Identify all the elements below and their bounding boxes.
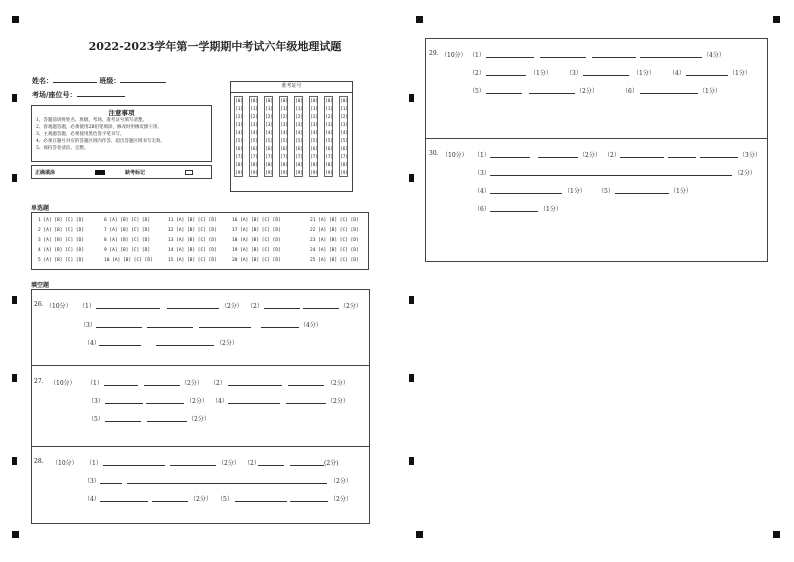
notice-line: 3、主观题答题，必须使用黑色签字笔书写。	[36, 132, 125, 137]
part-label: （4）	[669, 70, 685, 77]
answer-blank[interactable]	[668, 150, 696, 158]
mcq-question-bubbles[interactable]: 3 [A] [B] [C] [D]	[38, 238, 85, 243]
part-label: （1）	[86, 460, 102, 467]
exam-id-bubble[interactable]: [0]	[340, 99, 349, 104]
answer-blank[interactable]	[105, 396, 143, 404]
mcq-question-bubbles[interactable]: 23 [A] [B] [C] [D]	[310, 238, 359, 243]
corner-mark	[416, 531, 423, 538]
exam-id-bubble[interactable]: [1]	[235, 107, 244, 112]
score-label: （1分）	[564, 188, 586, 195]
q30-points: （10分）	[442, 152, 468, 159]
answer-blank[interactable]	[167, 301, 219, 309]
exam-id-bubble[interactable]: [6]	[280, 147, 289, 152]
exam-id-bubble[interactable]: [7]	[340, 155, 349, 160]
exam-id-bubble[interactable]: [2]	[310, 115, 319, 120]
timing-mark	[409, 296, 414, 304]
answer-blank[interactable]	[261, 320, 299, 328]
exam-id-bubble[interactable]: [2]	[265, 115, 274, 120]
score-label: （2分）	[340, 303, 362, 310]
answer-blank[interactable]	[105, 414, 141, 422]
answer-blank[interactable]	[96, 320, 142, 328]
part-label: （3）	[88, 398, 104, 405]
exam-id-bubble[interactable]: [8]	[280, 163, 289, 168]
exam-id-bubble[interactable]: [2]	[250, 115, 259, 120]
exam-id-bubble[interactable]: [0]	[235, 99, 244, 104]
mcq-question-bubbles[interactable]: 4 [A] [B] [C] [D]	[38, 248, 85, 253]
part-label: （1）	[79, 303, 95, 310]
exam-id-bubble[interactable]: [0]	[265, 99, 274, 104]
answer-blank[interactable]	[490, 186, 562, 194]
score-label: （3分）	[739, 152, 761, 159]
exam-id-box	[230, 81, 353, 192]
answer-blank[interactable]	[235, 494, 287, 502]
exam-id-bubble[interactable]: [4]	[280, 131, 289, 136]
exam-id-bubble[interactable]: [6]	[340, 147, 349, 152]
exam-id-bubble[interactable]: [9]	[280, 171, 289, 176]
exam-id-bubble[interactable]: [6]	[235, 147, 244, 152]
exam-id-bubble[interactable]: [9]	[250, 171, 259, 176]
exam-id-bubble[interactable]: [7]	[310, 155, 319, 160]
exam-id-bubble[interactable]: [3]	[310, 123, 319, 128]
answer-blank[interactable]	[640, 86, 698, 94]
part-label: （2）	[604, 152, 620, 159]
mcq-question-bubbles[interactable]: 22 [A] [B] [C] [D]	[310, 228, 359, 233]
answer-blank[interactable]	[103, 458, 165, 466]
answer-blank[interactable]	[490, 204, 538, 212]
mcq-question-bubbles[interactable]: 15 [A] [B] [C] [D]	[168, 258, 217, 263]
score-label: （2分）	[734, 170, 756, 177]
exam-id-digit-column	[309, 96, 318, 177]
part-label: （5）	[88, 416, 104, 423]
part-label: （5）	[469, 88, 485, 95]
score-label: （2分）	[186, 398, 208, 405]
timing-mark	[409, 174, 414, 182]
score-label: （1分）	[670, 188, 692, 195]
score-label: （2分）	[218, 460, 240, 467]
exam-id-bubble[interactable]: [8]	[340, 163, 349, 168]
mcq-question-bubbles[interactable]: 25 [A] [B] [C] [D]	[310, 258, 359, 263]
score-label: （2分）	[327, 380, 349, 387]
answer-blank[interactable]	[156, 338, 214, 346]
answer-blank[interactable]	[147, 320, 193, 328]
mcq-question-bubbles[interactable]: 20 [A] [B] [C] [D]	[232, 258, 281, 263]
answer-blank[interactable]	[540, 50, 586, 58]
exam-id-bubble[interactable]: [2]	[280, 115, 289, 120]
mcq-question-bubbles[interactable]: 12 [A] [B] [C] [D]	[168, 228, 217, 233]
score-label: （1分）	[530, 70, 552, 77]
answer-blank[interactable]	[146, 396, 184, 404]
mcq-question-bubbles[interactable]: 8 [A] [B] [C] [D]	[104, 238, 151, 243]
q28-number: 28.	[34, 458, 44, 465]
score-label: （1分）	[540, 206, 562, 213]
exam-id-bubble[interactable]: [5]	[265, 139, 274, 144]
score-label: （2分）	[576, 88, 598, 95]
answer-blank[interactable]	[170, 458, 216, 466]
mcq-question-bubbles[interactable]: 10 [A] [B] [C] [D]	[104, 258, 153, 263]
mcq-question-bubbles[interactable]: 5 [A] [B] [C] [D]	[38, 258, 85, 263]
corner-mark	[12, 531, 19, 538]
answer-blank[interactable]	[264, 301, 300, 309]
answer-blank[interactable]	[290, 458, 324, 466]
notice-heading: 注意事项	[108, 109, 135, 117]
name-label: 姓名：	[32, 76, 53, 85]
answer-blank[interactable]	[640, 50, 702, 58]
exam-id-bubble[interactable]: [2]	[325, 115, 334, 120]
timing-mark	[12, 457, 17, 465]
exam-id-bubble[interactable]: [8]	[295, 163, 304, 168]
notice-box	[31, 105, 212, 162]
score-label: （2分）	[327, 398, 349, 405]
score-label: （2分）	[216, 340, 238, 347]
answer-blank[interactable]	[100, 494, 148, 502]
mcq-question-bubbles[interactable]: 19 [A] [B] [C] [D]	[232, 248, 281, 253]
fill-legend-box	[31, 165, 212, 179]
q29-number: 29.	[429, 50, 439, 57]
part-label: （2）	[469, 70, 485, 77]
answer-blank[interactable]	[228, 378, 282, 386]
exam-id-bubble[interactable]: [6]	[265, 147, 274, 152]
answer-blank[interactable]	[286, 396, 326, 404]
answer-blank[interactable]	[686, 68, 728, 76]
part-label: （3）	[566, 70, 582, 77]
corner-mark	[773, 16, 780, 23]
mcq-question-bubbles[interactable]: 11 [A] [B] [C] [D]	[168, 218, 217, 223]
exam-id-bubble[interactable]: [0]	[295, 99, 304, 104]
name-field[interactable]	[32, 74, 166, 86]
answer-blank[interactable]	[147, 414, 187, 422]
corner-mark	[773, 531, 780, 538]
part-label: （3）	[80, 322, 96, 329]
score-label: （1分）	[729, 70, 751, 77]
part-label: （1）	[474, 152, 490, 159]
exam-id-bubble[interactable]: [7]	[235, 155, 244, 160]
mcq-question-bubbles[interactable]: 24 [A] [B] [C] [D]	[310, 248, 359, 253]
part-label: （4）	[474, 188, 490, 195]
exam-id-bubble[interactable]: [1]	[340, 107, 349, 112]
exam-id-bubble[interactable]: [9]	[295, 171, 304, 176]
exam-id-bubble[interactable]: [1]	[265, 107, 274, 112]
correct-fill-sample	[95, 170, 105, 175]
exam-id-bubble[interactable]: [8]	[235, 163, 244, 168]
exam-id-bubble[interactable]: [5]	[235, 139, 244, 144]
mcq-question-bubbles[interactable]: 21 [A] [B] [C] [D]	[310, 218, 359, 223]
score-label: （2分）	[330, 478, 352, 485]
exam-id-bubble[interactable]: [1]	[295, 107, 304, 112]
exam-id-digit-column	[324, 96, 333, 177]
score-label: （2分）	[190, 496, 212, 503]
mcq-question-bubbles[interactable]: 13 [A] [B] [C] [D]	[168, 238, 217, 243]
timing-mark	[409, 457, 414, 465]
exam-id-bubble[interactable]: [2]	[295, 115, 304, 120]
mcq-question-bubbles[interactable]: 9 [A] [B] [C] [D]	[104, 248, 151, 253]
answer-blank[interactable]	[620, 150, 664, 158]
answer-blank[interactable]	[258, 458, 284, 466]
exam-id-bubble[interactable]: [2]	[340, 115, 349, 120]
exam-id-bubble[interactable]: [1]	[310, 107, 319, 112]
q26-number: 26.	[34, 301, 44, 308]
answer-blank[interactable]	[583, 68, 629, 76]
exam-id-bubble[interactable]: [7]	[295, 155, 304, 160]
answer-blank[interactable]	[303, 301, 339, 309]
notice-line: 2、客观题答题，必须使用2B铅笔填涂，修改时用橡皮擦干净。	[36, 125, 163, 130]
exam-id-label: 准考证号	[281, 83, 302, 89]
exam-id-bubble[interactable]: [8]	[250, 163, 259, 168]
answer-blank[interactable]	[144, 378, 180, 386]
answer-blank[interactable]	[486, 68, 526, 76]
missing-mark-checkbox[interactable]	[185, 170, 193, 175]
exam-id-bubble[interactable]: [2]	[235, 115, 244, 120]
exam-id-bubble[interactable]: [8]	[265, 163, 274, 168]
mcq-section-label: 单选题	[31, 205, 50, 212]
answer-blank[interactable]	[486, 86, 522, 94]
exam-id-digit-column	[294, 96, 303, 177]
answer-blank[interactable]	[592, 50, 636, 58]
q29-points: （10分）	[441, 52, 467, 59]
part-label: （3）	[474, 170, 490, 177]
timing-mark	[409, 94, 414, 102]
missing-mark-label: 缺考标记	[125, 170, 146, 176]
exam-id-digit-column	[339, 96, 348, 177]
exam-id-bubble[interactable]: [8]	[310, 163, 319, 168]
q27-points: （10分）	[50, 380, 76, 387]
fill-answer-box-right	[425, 38, 768, 262]
answer-blank[interactable]	[529, 86, 575, 94]
answer-blank[interactable]	[96, 301, 160, 309]
answer-blank[interactable]	[538, 150, 578, 158]
exam-id-bubble[interactable]: [4]	[250, 131, 259, 136]
exam-id-bubble[interactable]: [0]	[280, 99, 289, 104]
answer-blank[interactable]	[100, 476, 122, 484]
score-label: （4分）	[703, 52, 725, 59]
answer-blank[interactable]	[127, 476, 327, 484]
mcq-question-bubbles[interactable]: 18 [A] [B] [C] [D]	[232, 238, 281, 243]
exam-id-bubble[interactable]: [6]	[295, 147, 304, 152]
part-label: （4）	[84, 496, 100, 503]
part-label: （1）	[469, 52, 485, 59]
timing-mark	[12, 174, 17, 182]
exam-id-bubble[interactable]: [0]	[250, 99, 259, 104]
exam-id-bubble[interactable]: [6]	[250, 147, 259, 152]
corner-mark	[416, 16, 423, 23]
exam-id-bubble[interactable]: [1]	[280, 107, 289, 112]
exam-id-bubble[interactable]: [4]	[235, 131, 244, 136]
answer-blank[interactable]	[615, 186, 669, 194]
exam-id-bubble[interactable]: [9]	[235, 171, 244, 176]
exam-id-bubble[interactable]: [5]	[310, 139, 319, 144]
part-label: （6）	[474, 206, 490, 213]
fill-section-label: 填空题	[31, 282, 50, 289]
exam-id-digit-column	[264, 96, 273, 177]
answer-blank[interactable]	[490, 168, 732, 176]
q27-number: 27.	[34, 378, 44, 385]
exam-id-bubble[interactable]: [4]	[295, 131, 304, 136]
exam-id-bubble[interactable]: [7]	[280, 155, 289, 160]
exam-id-bubble[interactable]: [5]	[295, 139, 304, 144]
exam-id-digit-column	[234, 96, 243, 177]
answer-blank[interactable]	[290, 494, 328, 502]
exam-id-bubble[interactable]: [4]	[310, 131, 319, 136]
mcq-question-bubbles[interactable]: 7 [A] [B] [C] [D]	[104, 228, 151, 233]
exam-id-bubble[interactable]: [9]	[340, 171, 349, 176]
exam-id-bubble[interactable]: [3]	[340, 123, 349, 128]
answer-blank[interactable]	[288, 378, 324, 386]
mcq-question-bubbles[interactable]: 17 [A] [B] [C] [D]	[232, 228, 281, 233]
timing-mark	[12, 296, 17, 304]
part-label: （6）	[622, 88, 638, 95]
score-label: （2分）	[579, 152, 601, 159]
exam-id-bubble[interactable]: [3]	[235, 123, 244, 128]
class-label: 班级：	[99, 76, 121, 85]
part-label: （5）	[217, 496, 233, 503]
notice-line: 4、必须在题号对应的答题区域内作答，超出答题区域书写无效。	[36, 139, 165, 144]
exam-id-bubble[interactable]: [7]	[250, 155, 259, 160]
answer-blank[interactable]	[486, 50, 534, 58]
part-label: （4）	[212, 398, 228, 405]
exam-id-bubble[interactable]: [5]	[250, 139, 259, 144]
timing-mark	[12, 374, 17, 382]
score-label: (2分)	[324, 460, 339, 467]
exam-id-bubble[interactable]: [3]	[250, 123, 259, 128]
answer-blank[interactable]	[104, 378, 138, 386]
part-label: （4）	[84, 340, 100, 347]
score-label: （2分）	[221, 303, 243, 310]
exam-id-bubble[interactable]: [8]	[325, 163, 334, 168]
exam-id-bubble[interactable]: [7]	[325, 155, 334, 160]
exam-id-bubble[interactable]: [1]	[325, 107, 334, 112]
answer-blank[interactable]	[199, 320, 251, 328]
answer-blank[interactable]	[152, 494, 188, 502]
exam-id-bubble[interactable]: [6]	[325, 147, 334, 152]
seat-label: 考场/座位号：	[32, 90, 77, 99]
fill-answer-box-left	[31, 289, 370, 524]
exam-id-digit-column	[249, 96, 258, 177]
exam-id-bubble[interactable]: [5]	[340, 139, 349, 144]
score-label: （4分）	[300, 322, 322, 329]
part-label: （5）	[598, 188, 614, 195]
exam-id-bubble[interactable]: [9]	[265, 171, 274, 176]
corner-mark	[12, 16, 19, 23]
page-title: 2022-2023学年第一学期期中考试六年级地理试题	[88, 40, 342, 53]
notice-line: 5、保持答卷清洁、完整。	[36, 146, 89, 151]
exam-id-bubble[interactable]: [9]	[310, 171, 319, 176]
score-label: （2分）	[330, 496, 352, 503]
exam-id-bubble[interactable]: [3]	[325, 123, 334, 128]
exam-id-bubble[interactable]: [6]	[310, 147, 319, 152]
score-label: （1分）	[699, 88, 721, 95]
part-label: （2）	[247, 303, 263, 310]
exam-id-bubble[interactable]: [1]	[250, 107, 259, 112]
mcq-question-bubbles[interactable]: 16 [A] [B] [C] [D]	[232, 218, 281, 223]
answer-blank[interactable]	[490, 150, 530, 158]
timing-mark	[409, 374, 414, 382]
mcq-box	[31, 212, 369, 270]
seat-field[interactable]	[32, 88, 125, 100]
score-label: （2分）	[188, 416, 210, 423]
q26-points: （10分）	[46, 303, 72, 310]
score-label: （1分）	[633, 70, 655, 77]
exam-id-bubble[interactable]: [3]	[295, 123, 304, 128]
exam-id-bubble[interactable]: [5]	[280, 139, 289, 144]
q30-number: 30.	[429, 150, 439, 157]
exam-id-digit-column	[279, 96, 288, 177]
part-label: （2）	[210, 380, 226, 387]
exam-id-bubble[interactable]: [3]	[265, 123, 274, 128]
mcq-question-bubbles[interactable]: 2 [A] [B] [C] [D]	[38, 228, 85, 233]
mcq-question-bubbles[interactable]: 6 [A] [B] [C] [D]	[104, 218, 151, 223]
answer-blank[interactable]	[99, 338, 141, 346]
q28-points: （10分）	[52, 460, 78, 467]
answer-blank[interactable]	[228, 396, 280, 404]
answer-blank[interactable]	[700, 150, 738, 158]
notice-line: 1、答题前请将姓名、班级、考场、准考证号填写清楚。	[36, 118, 147, 123]
part-label: （3）	[84, 478, 100, 485]
correct-fill-label: 正确填涂	[35, 170, 56, 176]
score-label: （2分）	[181, 380, 203, 387]
part-label: （2）	[244, 460, 260, 467]
exam-id-bubble[interactable]: [4]	[325, 131, 334, 136]
mcq-question-bubbles[interactable]: 14 [A] [B] [C] [D]	[168, 248, 217, 253]
exam-id-bubble[interactable]: [0]	[325, 99, 334, 104]
exam-id-bubble[interactable]: [4]	[340, 131, 349, 136]
exam-id-bubble[interactable]: [7]	[265, 155, 274, 160]
exam-id-bubble[interactable]: [3]	[280, 123, 289, 128]
part-label: （1）	[87, 380, 103, 387]
exam-id-bubble[interactable]: [9]	[325, 171, 334, 176]
exam-id-bubble[interactable]: [4]	[265, 131, 274, 136]
timing-mark	[12, 94, 17, 102]
exam-id-bubble[interactable]: [5]	[325, 139, 334, 144]
mcq-question-bubbles[interactable]: 1 [A] [B] [C] [D]	[38, 218, 85, 223]
exam-id-bubble[interactable]: [0]	[310, 99, 319, 104]
